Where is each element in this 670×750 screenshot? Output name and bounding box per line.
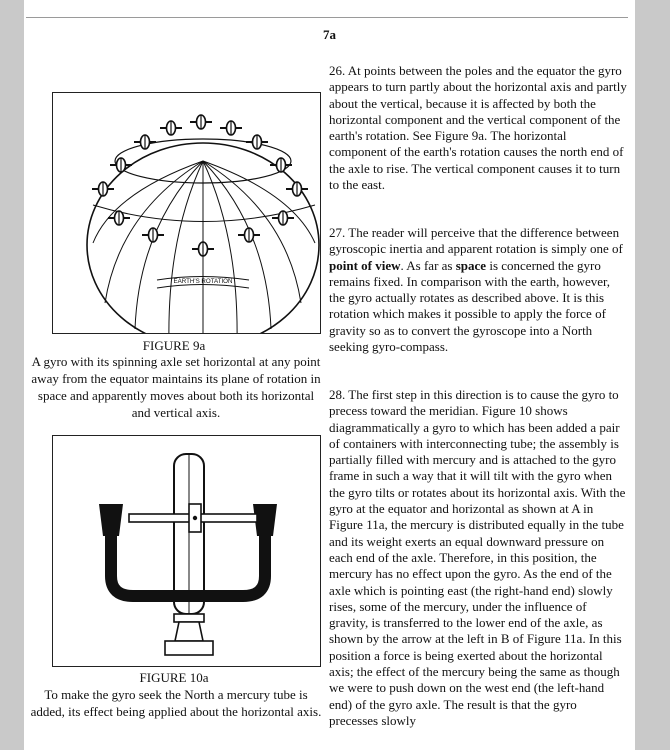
document-page	[24, 0, 635, 750]
mercury-gyro-illustration	[53, 436, 320, 666]
earth-gyro-illustration	[53, 93, 320, 333]
paragraph-27	[329, 225, 627, 355]
paragraph-27-text-1: 27. The reader will perceive that the difference between gyroscopic inertia and apparent rotation is simply one of	[329, 225, 623, 257]
paragraph-28: 28. The first step in this direction is to cause the gyro to precess toward the meridian. Figure 10 shows diagrammatically a gyro to which has been added a pair of containers with interconnecting tube; the assembly is partially filled with mercury and is attached to the gyro frame in such a way that it will tilt with the gyro when the gyro tilts or rotates about its horizontal axis. With the gyro at the equator and horizontal as shown at A in Figure 11a, the mercury is distributed equally in the tube and its weight exerts an equal downward pressure on each end of the axle. Therefore, in this position, the mercury has no effect upon the gyro. As the end of the axle which is pointing east (the right-hand end) slowly rises, some of the mercury, under the influence of gravity, is transferred to the lower end of the axle, as shown by the arrow at the left in B of Figure 11a. In this position a force is being exerted about the horizontal axis; the effect of the mercury being the same as though we were to push down on the west end (the left-hand end) of the gyro axle. The result is that the gyro precesses slowly	[329, 387, 626, 728]
figure-10a-caption: To make the gyro seek the North a mercury tube is added, its effect being applied about the horizontal axis.	[30, 687, 322, 719]
gyro-icons	[92, 115, 308, 256]
paragraph-27-text-2: . As far as	[400, 257, 456, 273]
figure-9a-title: FIGURE 9a	[142, 338, 206, 353]
figure-10a-diagram	[52, 435, 321, 667]
emphasis-space: space	[455, 257, 487, 273]
page-number: 7a	[323, 27, 336, 42]
paragraph-27-text-3: is concerned the gyro remains fixed. In comparison with the earth, however, the gyro actually rotates as described above. It is this rotation which makes it possible to apply the force of gravity so as to convert the gyroscope into a North seeking gyro-compass.	[329, 257, 611, 355]
figure-9a-diagram	[52, 92, 321, 334]
figure-9a-caption: A gyro with its spinning axle set horizontal at any point away from the equator maintains its plane of rotation in space and apparently moves about both its horizontal and vertical axis.	[31, 354, 321, 420]
earth-rotation-label: EARTH'S ROTATION	[173, 278, 233, 285]
figure-10a-title: FIGURE 10a	[139, 670, 209, 685]
paragraph-26: 26. At points between the poles and the equator the gyro appears to turn partly about the horizontal axis and partly about the vertical, because it is affected by both the horizontal component and the vertical component of the earth's rotation. See Figure 9a. The horizontal component of the earth's rotation causes the north end of the axle to rise. The vertical component causes it to turn to the east.	[329, 63, 627, 193]
emphasis-point-of-view: point of view	[329, 257, 401, 273]
top-rule	[26, 17, 628, 18]
left-mercury-container	[99, 504, 123, 536]
